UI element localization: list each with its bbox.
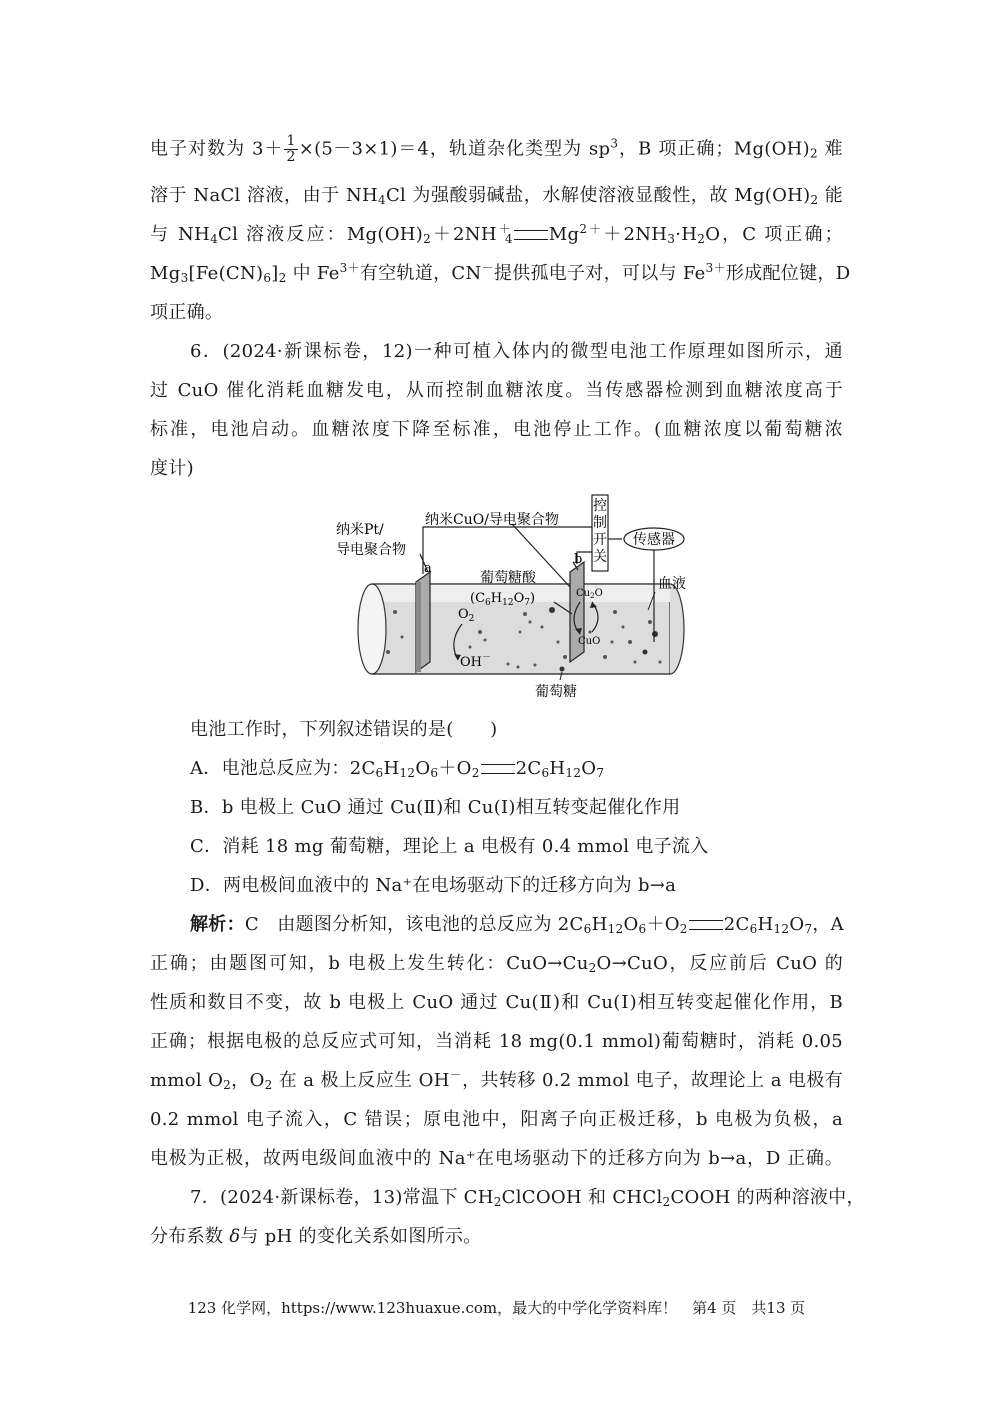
label-cuo-small: CuO	[578, 636, 601, 647]
subscript: 3	[180, 271, 189, 285]
option-c: C．消耗 18 mg 葡萄糖，理论上 a 电极有 0.4 mmol 电子流入	[190, 836, 709, 857]
subscript: 6	[263, 271, 272, 285]
subscript: 3	[667, 232, 676, 246]
subscript: 12	[773, 922, 790, 936]
question-6-line: 过 CuO 催化消耗血糖发电，从而控制血糖浓度。当传感器检测到血糖浓度高于	[150, 380, 843, 401]
text-span: 难	[817, 138, 843, 160]
subscript: 12	[607, 922, 624, 936]
subscript: 2	[278, 271, 287, 285]
subscript: 2	[697, 232, 706, 246]
text-span: ＋O	[438, 758, 472, 779]
subscript: 2	[809, 146, 818, 161]
text-span: mmol O	[150, 1070, 224, 1091]
label-glucose: 葡萄糖	[535, 684, 577, 700]
question-6-line: 标准，电池启动。血糖浓度下降至标准，电池停止工作。(血糖浓度以葡萄糖浓	[150, 419, 843, 440]
delta-symbol: δ	[229, 1226, 241, 1247]
text-span: A．电池总反应为：2C	[190, 758, 376, 779]
text-span: 电子对数为 3＋	[150, 138, 284, 160]
text-span: 与 pH 的变化关系如图所示。	[240, 1226, 482, 1247]
subscript: 7	[804, 922, 813, 936]
text-span: ]	[271, 263, 279, 284]
label-electrode-a: a	[424, 561, 432, 576]
text-span: 中 Fe	[286, 263, 340, 284]
sensor	[624, 528, 684, 550]
subscript: 2	[679, 922, 688, 936]
text-span: O	[581, 758, 597, 779]
equals-sign	[514, 230, 548, 240]
switch-label: 关	[593, 549, 607, 565]
fraction-numerator: 1	[286, 133, 296, 149]
text-span: ，共转移 0.2 mmol 电子，故理论上 a 电极有	[462, 1070, 843, 1091]
question-7-line	[190, 1186, 865, 1210]
question-7-line	[150, 1225, 843, 1249]
text-line	[150, 184, 843, 208]
option-d: D．两电极间血液中的 Na⁺在电场驱动下的迁移方向为 b→a	[190, 875, 677, 896]
text-span: H	[383, 758, 400, 779]
fraction	[284, 134, 297, 165]
text-span: H	[549, 758, 566, 779]
subscript: 2	[493, 1195, 502, 1209]
text-span: 能	[818, 185, 843, 206]
text-span: ，A	[812, 914, 844, 935]
analysis-line	[150, 1069, 843, 1093]
text-span: ×(5－3×1)＝4，轨道杂化类型为 sp	[298, 138, 611, 160]
fraction-denominator: 2	[286, 149, 296, 165]
subscript: 12	[399, 766, 416, 780]
analysis-line: 电极为正极，故两电级间血液中的 Na⁺在电场驱动下的迁移方向为 b→a，D 正确。	[150, 1148, 843, 1169]
text-span: 溶于 NaCl 溶液，由于 NH	[150, 185, 379, 206]
text-span: ClCOOH 和 CHCl	[501, 1187, 663, 1208]
analysis-line	[190, 913, 843, 937]
switch-label: 制	[593, 515, 607, 531]
option-b: B．b 电极上 CuO 通过 Cu(Ⅱ)和 Cu(Ⅰ)相互转变起催化作用	[190, 797, 681, 818]
text-span: C 由题图分析知，该电池的总反应为 2C	[244, 914, 584, 935]
subscript: 6	[375, 766, 384, 780]
subscript: 6	[430, 766, 439, 780]
superscript: ＋	[496, 222, 513, 236]
subscript: 2	[810, 193, 819, 207]
analysis-line: 正确；根据电极的总反应式可知，当消耗 18 mg(0.1 mmol)葡萄糖时，消耗 0.05	[150, 1031, 843, 1052]
equals-sign	[689, 920, 723, 930]
subscript: 6	[541, 766, 550, 780]
text-span: 与 NH	[150, 224, 211, 245]
subscript: 4	[210, 232, 219, 246]
text-span: 在 a 极上反应生 OH	[272, 1070, 450, 1091]
label-oh: OH－	[460, 653, 492, 670]
text-span: O	[623, 914, 639, 935]
superscript: －	[481, 261, 494, 275]
text-span: COOH 的两种溶液中，	[670, 1187, 865, 1208]
text-span: O，C 项正确；	[705, 224, 843, 245]
subscript: 2	[264, 1078, 273, 1092]
superscript: 3＋	[339, 261, 360, 275]
subscript: 7	[596, 766, 605, 780]
label-gluconic-acid: 葡萄糖酸	[480, 570, 536, 586]
analysis-line	[150, 952, 843, 976]
subscript: 12	[565, 766, 582, 780]
text-span: O	[789, 914, 805, 935]
subscript: 6	[583, 922, 592, 936]
superscript: －	[449, 1068, 463, 1082]
text-span: 2C	[515, 758, 542, 779]
text-span: ，B 项正确；Mg(OH)	[618, 138, 810, 160]
label-cu2o: $Cu_2O$	[576, 588, 603, 600]
text-span: Cl 溶液反应：Mg(OH)	[218, 224, 424, 245]
analysis-label: 解析：	[190, 914, 245, 935]
question-6-line: 6．(2024·新课标卷，12)一种可植入体内的微型电池工作原理如图所示，通	[190, 341, 843, 362]
question-6-line: 度计)	[150, 458, 194, 479]
text-span: 形成配位键，D	[725, 263, 851, 284]
text-span: O→CuO，反应前后 CuO 的	[596, 953, 844, 974]
text-line	[150, 134, 843, 165]
label-nano-pt: 纳米Pt/	[336, 522, 384, 538]
text-span: 7．(2024·新课标卷，13)常温下 CH	[190, 1187, 494, 1208]
switch-label: 开	[593, 532, 607, 548]
text-line	[150, 261, 851, 286]
text-span: ＋2NH	[431, 224, 497, 245]
page-footer: 123 化学网，https://www.123huaxue.com，最大的中学化学资料库！ 第4 页 共13 页	[187, 1299, 806, 1317]
analysis-line: 性质和数目不变，故 b 电极上 CuO 通过 Cu(Ⅱ)和 Cu(Ⅰ)相互转变起催化作用，B	[150, 992, 843, 1013]
text-span: ，O	[231, 1070, 265, 1091]
superscript: 3	[610, 136, 619, 151]
subscript: 2	[588, 961, 597, 975]
control-switch	[592, 495, 608, 571]
subscript: 4	[378, 193, 386, 207]
subscript: 2	[223, 1078, 232, 1092]
subscript: 4	[504, 232, 513, 246]
text-span: ＋2NH	[603, 224, 668, 245]
text-span: Mg	[150, 263, 181, 284]
text-line	[150, 223, 843, 247]
text-span: H	[591, 914, 608, 935]
text-span: Mg	[548, 224, 580, 245]
label-conductive-polymer: 导电聚合物	[336, 542, 406, 558]
text-span: Cl 为强酸弱碱盐，水解使溶液显酸性，故 Mg(OH)	[385, 185, 811, 206]
label-nano-cuo: 纳米CuO/导电聚合物	[425, 512, 559, 528]
text-span: 有空轨道，CN	[359, 263, 482, 284]
subscript: 6	[749, 922, 758, 936]
label-o2: $O_2$	[458, 607, 475, 624]
text-span: 分布系数	[150, 1226, 230, 1247]
label-blood: 血液	[658, 576, 686, 592]
text-span: 正确；由题图可知，b 电极上发生转化：CuO→Cu	[150, 953, 589, 974]
electrode-a	[416, 572, 430, 672]
label-electrode-b: b	[574, 552, 583, 567]
superscript: 3＋	[705, 261, 726, 275]
battery-diagram	[330, 492, 695, 704]
subscript: 2	[662, 1195, 671, 1209]
superscript: 2＋	[579, 222, 604, 236]
text-span: 2C	[723, 914, 750, 935]
switch-label: 控	[593, 498, 607, 514]
text-span: [Fe(CN)	[188, 263, 264, 284]
text-span: 提供孤电子对，可以与 Fe	[493, 263, 706, 284]
text-span: H	[757, 914, 774, 935]
electrode-b	[570, 562, 584, 662]
text-span: ·H	[675, 224, 698, 245]
option-a	[190, 757, 883, 781]
text-span: O	[415, 758, 431, 779]
text-span: ＋O	[646, 914, 680, 935]
text-line: 项正确。	[150, 302, 224, 323]
sensor-label: 传感器	[633, 532, 675, 548]
subscript: 2	[471, 766, 480, 780]
subscript: 6	[638, 922, 647, 936]
analysis-line: 0.2 mmol 电子流入，C 错误；原电池中，阳离子向正极迁移，b 电极为负极，a	[150, 1109, 843, 1130]
subscript: 2	[423, 232, 432, 246]
question-stem: 电池工作时，下列叙述错误的是( )	[190, 719, 498, 740]
label-gluconic-formula: $(C_6H_{12}O_7)$	[470, 591, 536, 608]
equals-sign	[481, 764, 515, 774]
